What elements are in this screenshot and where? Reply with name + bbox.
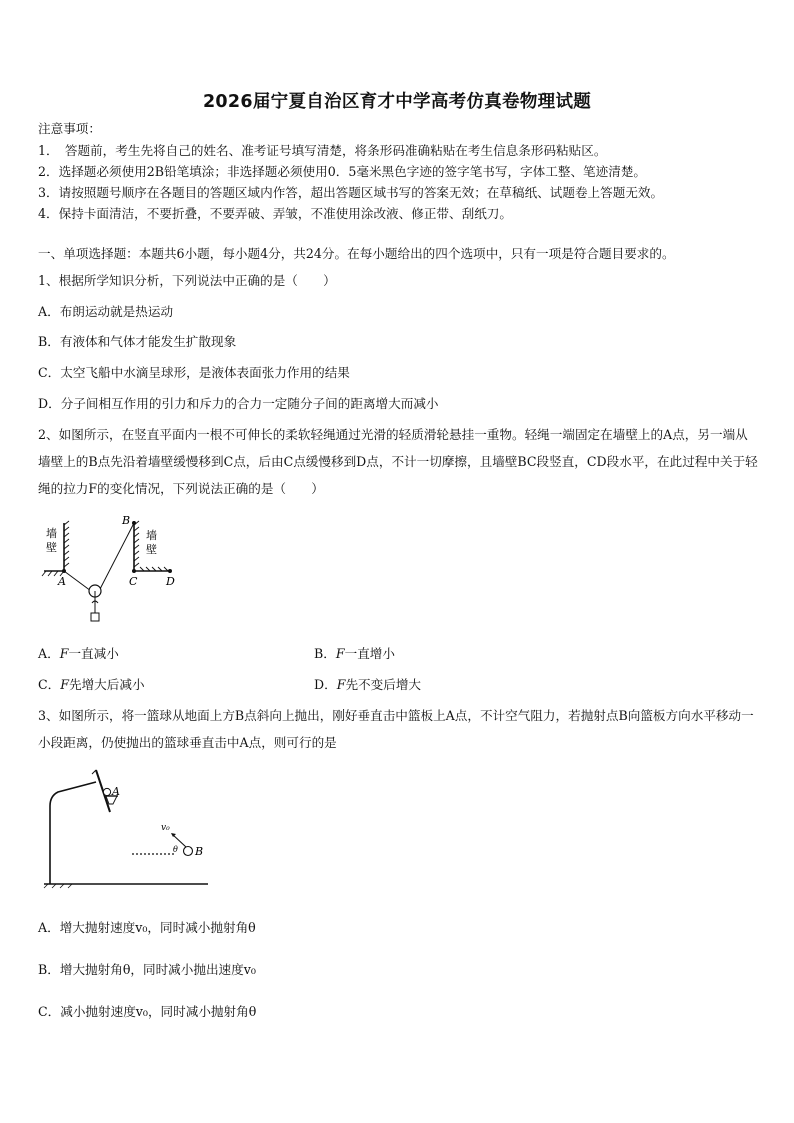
theta-label: θ	[173, 845, 178, 854]
svg-text:壁: 壁	[146, 543, 157, 556]
q3-option-c: C．减小抛射速度v₀，同时减小抛射角θ	[38, 1004, 257, 1019]
v0-label: v₀	[161, 823, 170, 833]
q2-option-b: B．F一直增小	[314, 646, 395, 661]
q1-option-b: B．有液体和气体才能发生扩散现象	[38, 334, 237, 349]
left-wall-label: 墙	[46, 527, 57, 540]
right-wall-label: 墙	[146, 529, 157, 542]
weight	[91, 613, 99, 621]
notice-item-3: 3．请按照题号顺序在各题目的答题区域内作答，超出答题区域书写的答案无效；在草稿纸、试题卷上答题无效。	[38, 185, 664, 200]
svg-text:壁: 壁	[46, 541, 57, 554]
point-b-label: B	[122, 514, 131, 527]
notice-item-1: 1． 答题前，考生先将自己的姓名、准考证号填写清楚，将条形码准确粘贴在考生信息条形码粘贴区。	[38, 143, 607, 158]
q3-option-a: A．增大抛射速度v₀，同时减小抛射角θ	[38, 920, 256, 935]
q2-stem: 2、如图所示，在竖直平面内一根不可伸长的柔软轻绳通过光滑的轻质滑轮悬挂一重物。轻绳一端固定在墙壁上的A点，另一端从墙壁上的B点先沿着墙壁缓慢移到C点，后由C点缓慢移到D点，不计一切摩擦，且墙壁BC段竖直，CD段水平，在此过程中关于轻绳的拉力F的变化情况，下列说法正确的是（ ）	[38, 427, 758, 496]
q1-option-d: D．分子间相互作用的引力和斥力的合力一定随分子间的距离增大而减小	[38, 396, 439, 411]
q2-option-c: C．F先增大后减小	[38, 677, 145, 692]
section-heading: 一、单项选择题：本题共6小题，每小题4分，共24分。在每小题给出的四个选项中，只有一项是符合题目要求的。	[38, 246, 675, 261]
q2-option-d: D．F先不变后增大	[314, 677, 422, 692]
notice-item-4: 4．保持卡面清洁，不要折叠，不要弄破、弄皱，不准使用涂改液、修正带、刮纸刀。	[38, 206, 512, 221]
notice-item-2: 2．选择题必须使用2B铅笔填涂；非选择题必须使用0．5毫米黑色字迹的签字笔书写，字体工整、笔迹清楚。	[38, 164, 647, 179]
ball	[184, 847, 193, 856]
q3-option-b: B．增大抛射角θ，同时减小抛出速度v₀	[38, 962, 256, 977]
q1-option-a: A．布朗运动就是热运动	[38, 304, 174, 319]
q3-stem: 3、如图所示，将一篮球从地面上方B点斜向上抛出，刚好垂直击中篮板上A点，不计空气阻力，若抛射点B向篮板方向水平移动一小段距离，仍使抛出的篮球垂直击中A点，则可行的是	[38, 708, 754, 750]
point-c-label: C	[129, 575, 138, 588]
point-a-label: A	[112, 785, 120, 798]
q2-figure	[36, 515, 186, 635]
point-a-label: A	[58, 575, 66, 588]
q1-option-c: C．太空飞船中水滴呈球形，是液体表面张力作用的结果	[38, 365, 350, 380]
page-title: 2026届宁夏自治区育才中学高考仿真卷物理试题	[202, 92, 592, 112]
point-b-label: B	[195, 845, 204, 858]
q2-option-a: A．F一直减小	[38, 646, 119, 661]
q3-figure	[40, 766, 220, 890]
point-d-label: D	[166, 575, 175, 588]
q1-stem: 1、根据所学知识分析，下列说法中正确的是（ ）	[38, 273, 336, 288]
notice-heading: 注意事项：	[38, 121, 101, 136]
